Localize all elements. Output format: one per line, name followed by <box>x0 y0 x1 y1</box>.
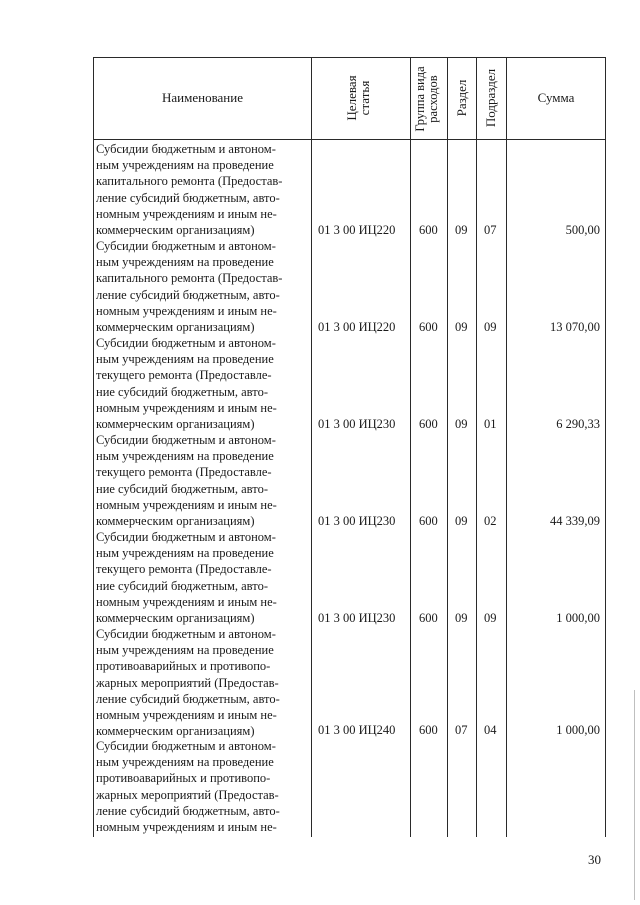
row-1-section: 09 <box>455 223 468 237</box>
col-border-left <box>93 57 94 837</box>
row-1-group: 600 <box>419 223 438 237</box>
row-5-subsection: 09 <box>484 611 497 625</box>
row-2-sum: 13 070,00 <box>550 320 600 334</box>
col-border-article <box>311 57 312 837</box>
header-target-article <box>345 62 375 134</box>
col-border-group <box>410 57 411 837</box>
row-5-article: 01 3 00 ИЦ230 <box>318 611 396 625</box>
row-1-subsection: 07 <box>484 223 497 237</box>
header-subsection <box>484 68 498 128</box>
row-3-group: 600 <box>419 417 438 431</box>
col-border-right <box>605 57 606 837</box>
table-top-border <box>93 57 605 58</box>
row-7-name: Субсидии бюджетным и автоном- ным учреждениям на проведение противоаварийных и противопо- жарных мероприятий (Предостав- ление субсидий бюджетным, авто- номным учреждениям и иным не- <box>96 739 280 835</box>
row-3-subsection: 01 <box>484 417 497 431</box>
row-3-name: Субсидии бюджетным и автоном- ным учреждениям на проведение текущего ремонта (Предоставле- ние субсидий бюджетным, авто- номным учреждениям и иным не- коммерческим организациям) <box>96 336 277 432</box>
page-number: 30 <box>588 852 601 867</box>
row-2-group: 600 <box>419 320 438 334</box>
col-border-subsection <box>476 57 477 837</box>
header-expense-group <box>414 58 444 140</box>
row-1-sum: 500,00 <box>565 223 600 237</box>
row-4-article: 01 3 00 ИЦ230 <box>318 514 396 528</box>
header-sum: Сумма <box>537 90 575 105</box>
row-4-sum: 44 339,09 <box>550 514 600 528</box>
row-1-name: Субсидии бюджетным и автоном- ным учреждениям на проведение капитального ремонта (Предостав- ление субсидий бюджетным, авто- номным учреждениям и иным не- коммерческим организациям) <box>96 142 283 238</box>
row-6-sum: 1 000,00 <box>556 723 600 737</box>
row-6-section: 07 <box>455 723 468 737</box>
header-subsection-text: Подраздел <box>483 68 498 128</box>
row-6-subsection: 04 <box>484 723 497 737</box>
col-border-sum <box>506 57 507 837</box>
row-2-name: Субсидии бюджетным и автоном- ным учреждениям на проведение капитального ремонта (Предостав- ление субсидий бюджетным, авто- номным учреждениям и иным не- коммерческим организациям) <box>96 239 283 335</box>
header-bottom-border <box>93 139 605 140</box>
col-border-section <box>447 57 448 837</box>
row-3-section: 09 <box>455 417 468 431</box>
row-5-name: Субсидии бюджетным и автоном- ным учреждениям на проведение текущего ремонта (Предоставле- ние субсидий бюджетным, авто- номным учреждениям и иным не- коммерческим организациям) <box>96 530 277 626</box>
header-section-text: Раздел <box>454 79 469 117</box>
row-5-section: 09 <box>455 611 468 625</box>
header-target-article-text: Целевая статья <box>344 75 372 121</box>
scan-edge-mark <box>634 690 635 900</box>
row-2-article: 01 3 00 ИЦ220 <box>318 320 396 334</box>
header-section <box>455 68 469 128</box>
header-expense-group-text: Группа вида расходов <box>413 66 440 132</box>
row-5-group: 600 <box>419 611 438 625</box>
row-4-section: 09 <box>455 514 468 528</box>
row-4-group: 600 <box>419 514 438 528</box>
row-5-sum: 1 000,00 <box>556 611 600 625</box>
row-3-article: 01 3 00 ИЦ230 <box>318 417 396 431</box>
row-1-article: 01 3 00 ИЦ220 <box>318 223 396 237</box>
row-6-article: 01 3 00 ИЦ240 <box>318 723 396 737</box>
row-4-subsection: 02 <box>484 514 497 528</box>
row-2-section: 09 <box>455 320 468 334</box>
header-name: Наименование <box>162 90 243 105</box>
row-3-sum: 6 290,33 <box>556 417 600 431</box>
row-6-name: Субсидии бюджетным и автоном- ным учреждениям на проведение противоаварийных и противопо- жарных мероприятий (Предостав- ление субсидий бюджетным, авто- номным учреждениям и иным не- коммерческим организациям) <box>96 627 280 739</box>
row-2-subsection: 09 <box>484 320 497 334</box>
row-6-group: 600 <box>419 723 438 737</box>
row-4-name: Субсидии бюджетным и автоном- ным учреждениям на проведение текущего ремонта (Предоставле- ние субсидий бюджетным, авто- номным учреждениям и иным не- коммерческим организациям) <box>96 433 277 529</box>
